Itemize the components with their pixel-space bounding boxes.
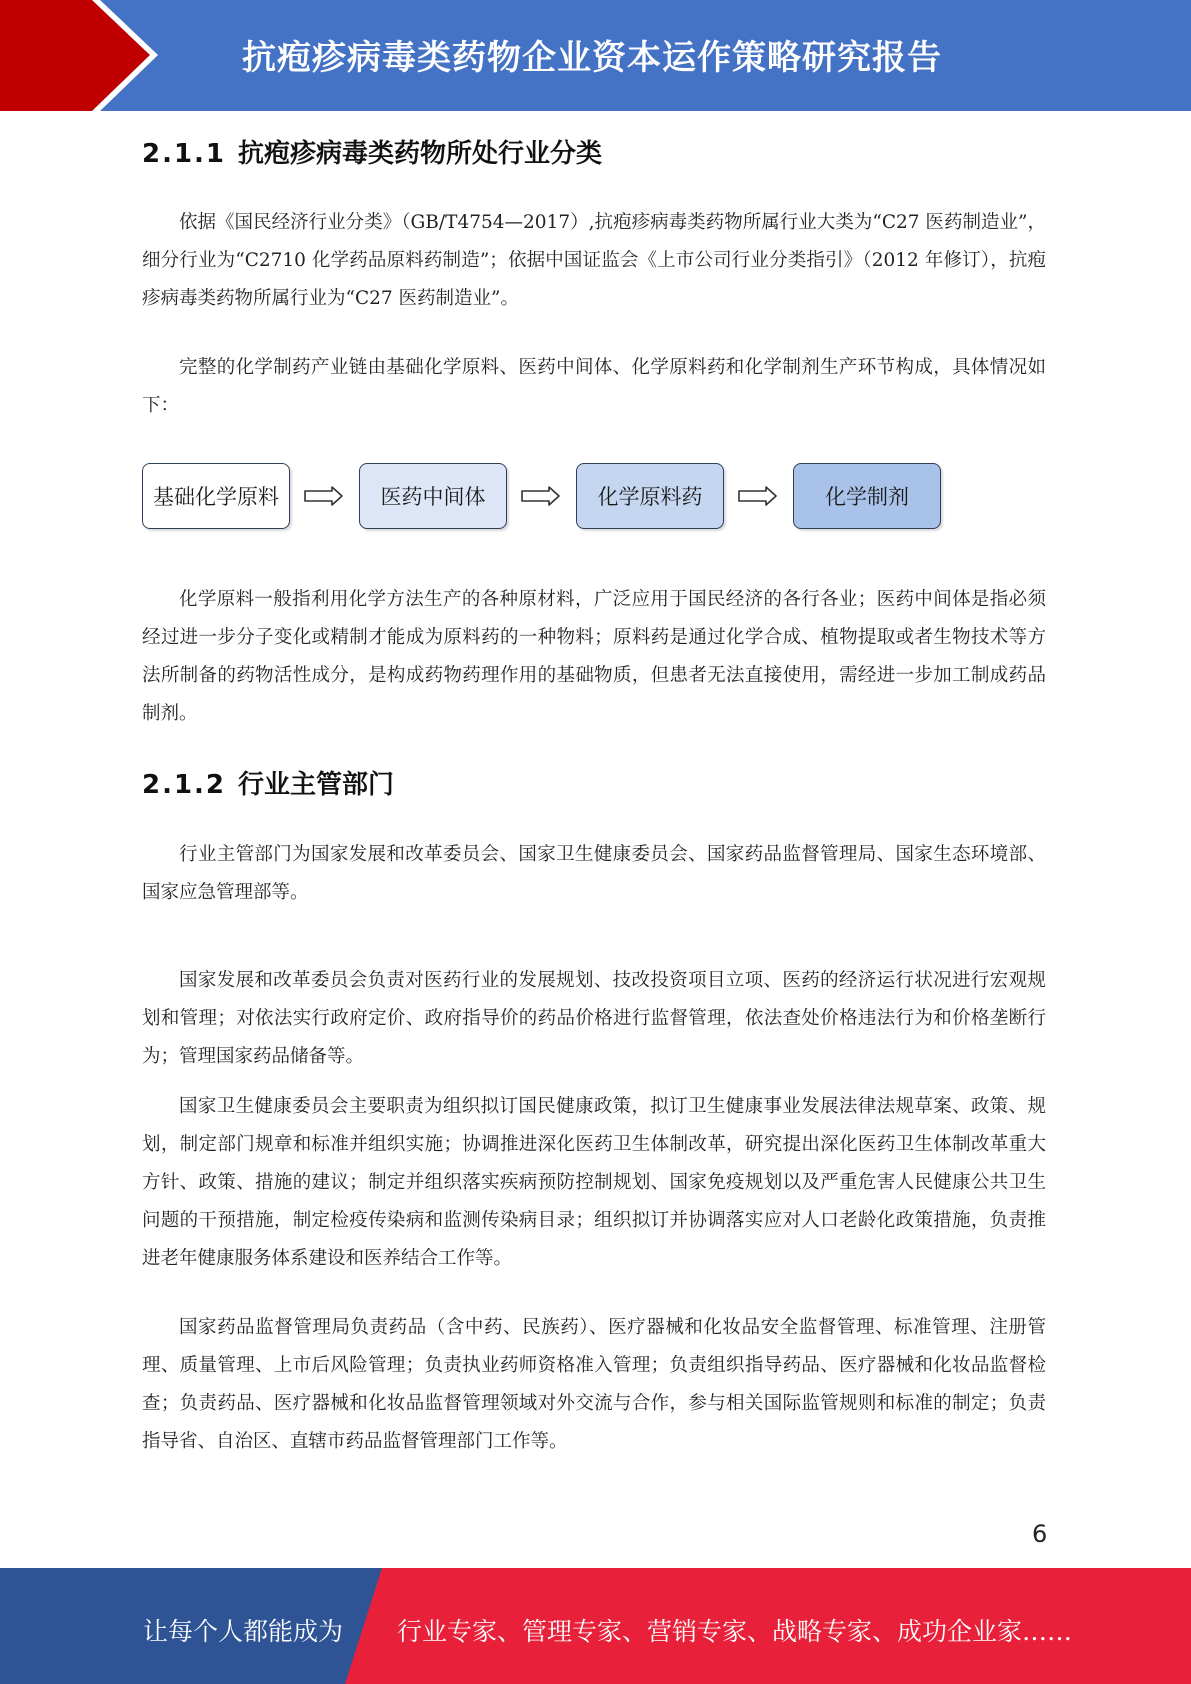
flow-arrow-icon <box>521 485 561 507</box>
flow-arrow-icon <box>738 485 778 507</box>
paragraph-ndrc: 国家发展和改革委员会负责对医药行业的发展规划、技改投资项目立项、医药的经济运行状况进行宏观规划和管理；对依法实行政府定价、政府指导价的药品价格进行监督管理，依法查处价格违法行为和价格垄断行为；管理国家药品储备等。 <box>142 970 1046 1067</box>
report-header-band <box>0 0 1191 111</box>
footer-band <box>0 1568 1191 1684</box>
paragraph-industry-chain-intro: 完整的化学制药产业链由基础化学原料、医药中间体、化学原料药和化学制剂生产环节构成，具体情况如下： <box>142 357 1046 416</box>
section-heading-2-1-2 <box>142 764 394 801</box>
flow-step-pharma-intermediates: 医药中间体 <box>359 463 507 529</box>
section-title: 抗疱疹病毒类药物所处行业分类 <box>238 139 603 169</box>
flow-step-basic-chemicals: 基础化学原料 <box>142 463 290 529</box>
footer-slogan-right: 行业专家、管理专家、营销专家、战略专家、成功企业家…… <box>397 1617 1073 1646</box>
section-heading-2-1-1 <box>142 133 602 170</box>
page-number: 6 <box>1032 1520 1048 1548</box>
paragraph-chemical-definitions: 化学原料一般指利用化学方法生产的各种原材料，广泛应用于国民经济的各行各业；医药中间体是指必须经过进一步分子变化或精制才能成为原料药的一种物料；原料药是通过化学合成、植物提取或者生物技术等方法所制备的药物活性成分，是构成药物药理作用的基础物质，但患者无法直接使用，需经进一步加工制成药品制剂。 <box>142 589 1046 724</box>
paragraph-nmpa: 国家药品监督管理局负责药品（含中药、民族药）、医疗器械和化妆品安全监督管理、标准管理、注册管理、质量管理、上市后风险管理；负责执业药师资格准入管理；负责组织指导药品、医疗器械和化妆品监督检查；负责药品、医疗器械和化妆品监督管理领域对外交流与合作，参与相关国际监管规则和标准的制定；负责指导省、自治区、直辖市药品监督管理部门工作等。 <box>142 1317 1046 1452</box>
paragraph-nhc: 国家卫生健康委员会主要职责为组织拟订国民健康政策，拟订卫生健康事业发展法律法规草案、政策、规划，制定部门规章和标准并组织实施；协调推进深化医药卫生体制改革，研究提出深化医药卫生体制改革重大方针、政策、措施的建议；制定并组织落实疾病预防控制规划、国家免疫规划以及严重危害人民健康公共卫生问题的干预措施，制定检疫传染病和监测传染病目录；组织拟订并协调落实应对人口老龄化政策措施，负责推进老年健康服务体系建设和医养结合工作等。 <box>142 1096 1046 1269</box>
header-red-chevron <box>0 0 160 111</box>
flow-arrow-icon <box>304 485 344 507</box>
flow-step-api: 化学原料药 <box>576 463 724 529</box>
footer-slogan-left: 让每个人都能成为 <box>143 1617 344 1646</box>
section-number: 2.1.2 <box>142 770 227 800</box>
section-number: 2.1.1 <box>142 139 227 169</box>
industry-chain-flow-diagram <box>142 463 942 533</box>
report-title: 抗疱疹病毒类药物企业资本运作策略研究报告 <box>242 38 942 78</box>
flow-step-formulations: 化学制剂 <box>793 463 941 529</box>
section-title: 行业主管部门 <box>238 770 395 800</box>
paragraph-industry-classification: 依据《国民经济行业分类》（GB/T4754—2017）,抗疱疹病毒类药物所属行业大类为“C27 医药制造业”，细分行业为“C2710 化学药品原料药制造”；依据中国证监会《上市公司行业分类指引》（2012 年修订），抗疱疹病毒类药物所属行业为“C27 医药制造业”。 <box>142 212 1046 309</box>
paragraph-authorities-list: 行业主管部门为国家发展和改革委员会、国家卫生健康委员会、国家药品监督管理局、国家生态环境部、国家应急管理部等。 <box>142 844 1046 903</box>
